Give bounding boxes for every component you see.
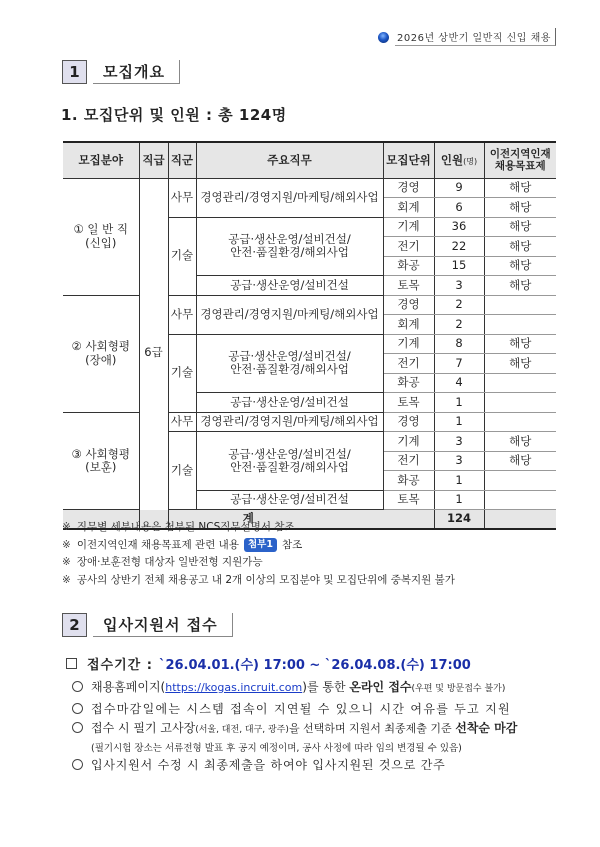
- field-cell: ① 일 반 직 (신입): [63, 178, 139, 295]
- count-cell: 15: [434, 256, 484, 276]
- bullet-text: 입사지원서 수정 시 최종제출을 하여야 입사지원된 것으로 간주: [91, 757, 446, 772]
- note-text: 이전지역인재 채용목표제 관련 내용: [76, 538, 239, 551]
- note-text: 직무별 세부내용은 첨부된 NCS직무설명서 참조: [76, 521, 295, 533]
- notes-list: [62, 519, 455, 589]
- count-cell: 3: [434, 276, 484, 296]
- target-cell: [484, 315, 556, 335]
- table-row: [63, 295, 556, 315]
- target-cell: [484, 373, 556, 393]
- unit-cell: 회계: [383, 315, 434, 335]
- target-cell: 해당: [484, 432, 556, 452]
- count-cell: 1: [434, 490, 484, 510]
- target-cell: 해당: [484, 276, 556, 296]
- unit-cell: 화공: [383, 471, 434, 491]
- period-label: 접수기간 :: [87, 658, 153, 673]
- count-cell: 36: [434, 217, 484, 237]
- count-cell: 1: [434, 412, 484, 432]
- section-number: 2: [62, 613, 87, 637]
- group-cell: 사무: [168, 412, 196, 432]
- count-cell: 1: [434, 393, 484, 413]
- bullet-note: (우편 및 방문접수 불가): [411, 684, 506, 694]
- note-text: 장애·보훈전형 대상자 일반전형 지원가능: [76, 556, 263, 568]
- group-cell: 사무: [168, 295, 196, 334]
- count-cell: 3: [434, 451, 484, 471]
- count-cell: 2: [434, 315, 484, 335]
- target-cell: [484, 393, 556, 413]
- col-target: 이전지역인재 채용목표제: [484, 142, 556, 178]
- unit-cell: 토목: [383, 276, 434, 296]
- target-cell: 해당: [484, 217, 556, 237]
- note-item: [62, 572, 455, 590]
- target-cell: 해당: [484, 237, 556, 257]
- duty-cell: 공급·생산운영/설비건설/ 안전·품질환경/해외사업: [196, 334, 383, 393]
- col-field: 모집분야: [63, 142, 139, 178]
- unit-cell: 전기: [383, 237, 434, 257]
- recruitment-table: [63, 141, 556, 530]
- document-header-tag: [378, 28, 556, 46]
- circle-bullet-icon: [72, 703, 83, 714]
- group-cell: 기술: [168, 432, 196, 510]
- target-cell: 해당: [484, 256, 556, 276]
- bullet-item: [72, 700, 517, 720]
- duty-cell: 공급·생산운영/설비건설: [196, 276, 383, 296]
- attachment-badge[interactable]: 첨부1: [244, 538, 277, 552]
- bullet-text: )를 통한: [302, 680, 350, 694]
- reference-mark-icon: ※: [62, 573, 71, 586]
- target-cell: [484, 490, 556, 510]
- bullet-text: 채용홈페이지(: [91, 680, 166, 694]
- count-cell: 7: [434, 354, 484, 374]
- bullet-text: 을 선택하며 지원서 최종제출 기준: [288, 722, 456, 735]
- circle-bullet-icon: [72, 681, 83, 692]
- grade-cell: 6급: [139, 178, 168, 529]
- duty-cell: 경영관리/경영지원/마케팅/해외사업: [196, 412, 383, 432]
- application-period: [66, 654, 471, 673]
- group-cell: 기술: [168, 334, 196, 412]
- reference-mark-icon: ※: [62, 538, 71, 551]
- col-duty: 주요직무: [196, 142, 383, 178]
- col-unit: 모집단위: [383, 142, 434, 178]
- unit-cell: 경영: [383, 295, 434, 315]
- note-text: 공사의 상반기 전체 채용공고 내 2개 이상의 모집분야 및 모집단위에 중복지원 불가: [76, 573, 455, 586]
- total-value: 124: [434, 510, 484, 529]
- unit-cell: 화공: [383, 373, 434, 393]
- target-cell: 해당: [484, 451, 556, 471]
- total-target: [484, 510, 556, 529]
- table-row: [63, 412, 556, 432]
- bullet-text: 접수 시 필기 고사장: [91, 721, 196, 735]
- bullet-item: [72, 678, 517, 700]
- unit-cell: 기계: [383, 217, 434, 237]
- table-header-row: [63, 142, 556, 178]
- section-title: 입사지원서 접수: [93, 613, 233, 637]
- count-cell: 22: [434, 237, 484, 257]
- count-cell: 6: [434, 198, 484, 218]
- duty-cell: 경영관리/경영지원/마케팅/해외사업: [196, 178, 383, 217]
- total-label: 계: [63, 510, 434, 529]
- target-cell: [484, 471, 556, 491]
- bullet-subnote: (필기시험 장소는 서류전형 발표 후 공지 예정이며, 공사 사정에 따라 임의 변경될 수 있음): [91, 742, 462, 754]
- recruit-summary-title: 1. 모집단위 및 인원 : 총 124명: [61, 106, 287, 124]
- count-cell: 2: [434, 295, 484, 315]
- col-count: 인원(명): [434, 142, 484, 178]
- period-value: `26.04.01.(수) 17:00 ~ `26.04.08.(수) 17:00: [158, 658, 471, 673]
- count-cell: 8: [434, 334, 484, 354]
- unit-cell: 경영: [383, 412, 434, 432]
- circle-bullet-icon: [72, 722, 83, 733]
- note-item: [62, 519, 455, 537]
- count-cell: 4: [434, 373, 484, 393]
- section-number: 1: [62, 60, 87, 84]
- blue-drop-icon: [378, 32, 389, 43]
- count-cell: 1: [434, 471, 484, 491]
- unit-cell: 전기: [383, 451, 434, 471]
- target-cell: 해당: [484, 354, 556, 374]
- header-tag-text: 2026년 상반기 일반직 신입 채용: [395, 28, 556, 46]
- duty-cell: 공급·생산운영/설비건설: [196, 490, 383, 510]
- bullet-emphasis: 온라인 접수: [349, 680, 412, 694]
- field-cell: ② 사회형평 (장애): [63, 295, 139, 412]
- duty-cell: 공급·생산운영/설비건설/ 안전·품질환경/해외사업: [196, 432, 383, 491]
- unit-cell: 경영: [383, 178, 434, 198]
- bullet-text: 접수마감일에는 시스템 접속이 지연될 수 있으니 시간 여유를 두고 지원: [91, 701, 511, 716]
- section-title: 모집개요: [93, 60, 180, 84]
- note-item: [62, 554, 455, 572]
- bullet-item: [72, 719, 517, 741]
- target-cell: 해당: [484, 178, 556, 198]
- unit-cell: 기계: [383, 432, 434, 452]
- unit-cell: 토목: [383, 393, 434, 413]
- bullet-note: (서울, 대전, 대구, 광주): [195, 725, 289, 735]
- group-cell: 사무: [168, 178, 196, 217]
- bullet-item: [72, 756, 517, 776]
- duty-cell: 경영관리/경영지원/마케팅/해외사업: [196, 295, 383, 334]
- note-text: 참조: [281, 538, 303, 551]
- circle-bullet-icon: [72, 759, 83, 770]
- duty-cell: 공급·생산운영/설비건설/ 안전·품질환경/해외사업: [196, 217, 383, 276]
- unit-cell: 토목: [383, 490, 434, 510]
- count-cell: 3: [434, 432, 484, 452]
- reference-mark-icon: ※: [62, 521, 71, 533]
- application-bullets: [72, 678, 517, 775]
- square-bullet-icon: [66, 658, 77, 669]
- unit-cell: 화공: [383, 256, 434, 276]
- group-cell: 기술: [168, 217, 196, 295]
- unit-cell: 기계: [383, 334, 434, 354]
- field-cell: ③ 사회형평 (보훈): [63, 412, 139, 510]
- note-item: [62, 537, 455, 555]
- target-cell: [484, 295, 556, 315]
- reference-mark-icon: ※: [62, 556, 71, 568]
- target-cell: [484, 412, 556, 432]
- recruit-homepage-link[interactable]: https://kogas.incruit.com: [165, 681, 303, 694]
- col-grade: 직급: [139, 142, 168, 178]
- unit-cell: 전기: [383, 354, 434, 374]
- section-2-heading: [62, 613, 233, 637]
- table-row: [63, 178, 556, 198]
- section-1-heading: [62, 60, 180, 84]
- count-cell: 9: [434, 178, 484, 198]
- target-cell: 해당: [484, 334, 556, 354]
- target-cell: 해당: [484, 198, 556, 218]
- duty-cell: 공급·생산운영/설비건설: [196, 393, 383, 413]
- unit-cell: 회계: [383, 198, 434, 218]
- col-group: 직군: [168, 142, 196, 178]
- bullet-emphasis: 선착순 마감: [455, 721, 518, 735]
